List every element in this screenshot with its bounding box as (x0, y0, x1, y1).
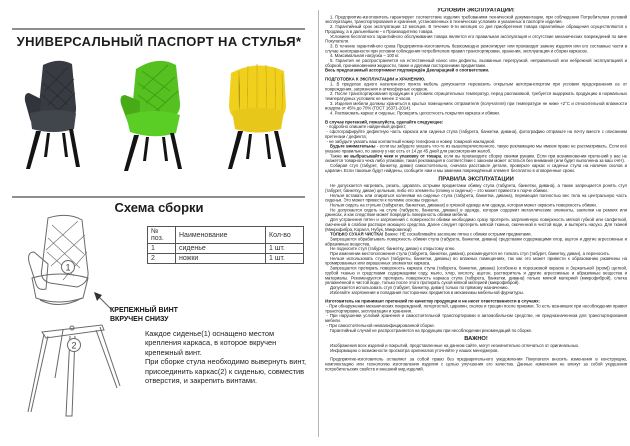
section-title-usage: УСЛОВИЯ ЭКСПЛУАТАЦИИ: (437, 8, 515, 13)
section-title-claims: В случае претензий, пожалуйста, сделайте следующее: (325, 119, 444, 125)
section-title-important: ВАЖНО! (464, 335, 488, 342)
section-title-liability: Изготовитель не принимает претензий по качеству продукции и не несет ответственности в случаях: (325, 298, 540, 304)
rule-item: Запрещается обрабатывать поверхность обивки стула (табурета, банкетки, дивана) средствами содержащими хлор, ацетон и другие агрессивные и абразивные вещества. (325, 236, 627, 247)
certification-note: Весь предлагаемый ассортимент подтверждён Декларацией о соответствии. (325, 67, 490, 73)
middle-rule (12, 196, 305, 198)
header-pos: № поз. (148, 227, 176, 244)
graphite-chair-image (16, 57, 102, 173)
usage-item: 3. В течение гарантийного срока Предприятие-изготовитель безвозмездно ремонтирует или производит замену изделия или его составные части в случае неисправности при условии соблюдения потребителем правил транспортировки, хранения, эксплуатации и сборки каркасов. (325, 43, 627, 54)
liability-item: - При нарушении условий хранения и самостоятельной транспортировки в автомобильном средстве, не предназначенном для транспортирования мебели. (325, 313, 627, 324)
yellow-chair-image (214, 57, 302, 173)
liability-footer: Гарантийный случай не распространяется на продукцию при несоблюдении рекомендаций по сборке. (330, 327, 533, 333)
important-line: Изображения всех изделий и покрытий, представленные на данном сайте, могут незначительно отличаться от оригинальных. (330, 343, 580, 348)
rule-item: Нельзя использовать стулья (табуреты, банкетки, диваны) во влажных помещениях, так как это может привести к образованию ржавчины на хромированных или окрашенных элементах каркаса. (325, 255, 627, 266)
cell-qty: 1 шт. (266, 244, 304, 254)
table-row (148, 254, 304, 264)
top-rule (12, 28, 305, 30)
usage-item: 4. Максимальная нагрузка – 100 кг. (330, 53, 400, 59)
part-label-seat: 1 (65, 262, 71, 273)
chair-photos (16, 55, 302, 173)
table-row (148, 244, 304, 254)
column-divider (318, 10, 319, 437)
important-line: Информацию о возможности просмотра оригиналов уточняйте у наших менеджеров. (330, 347, 499, 353)
rule-item: Для устранения пятен и загрязнений с поверхности обивки необходимо сразу протереть загрязнённую поверхность мягкой губкой или салфеткой, смоченной в слабом растворе моющего средства. Далее следует протереть мягкой тканью, смоченной в чистой воде, и вытереть насухо. Для тканей (Микрофибра, Коралл, Нубук, Микровелюр) (325, 217, 627, 232)
rule-item: Не подносите стул (табурет, банкетку, диван) к открытому огню. (330, 246, 456, 252)
rule-item: Избегайте загрязнения и попадания посторонних предметов в механизмы мебельной фурнитуры. (330, 289, 524, 295)
claims-item: - не забудьте указать ваш контактный номер телефона и номер товарной накладной. (326, 138, 496, 144)
claims-item: - сфотографируйте дефектную часть каркаса или сиденья стула (табурета, банкетки, дивана), фотографию отправьте на почту вместе с описанием претензии / дефекта; (325, 129, 627, 139)
section-title-rules: ПРАВИЛА ЭКСПЛУАТАЦИИ (438, 175, 514, 182)
assembly-section-title: Схема сборки (114, 200, 204, 215)
header-qty: Кол-во (266, 227, 304, 244)
rule-item: Нельзя вставать или опираться коленями на сиденье стула (табурета, банкетки, дивана), перемещая полностью вес тела на центральную часть сиденья. Это может привести к поломке основы сиденья. (325, 192, 627, 203)
claims-warning-text: - если вы забудете указать что-то из вышеперечисленного, такую рекламацию мы имеем право не рассматривать. Если всё указано правильно, по закону у нас есть от 14 до 45 дней для рассмотрения жалоб. (325, 143, 627, 154)
usage-item: 5. Гарантия не распространяется на естественный износ или дефекты, вызванные перегрузкой, неправильной или небрежной эксплуатацией и сборкой, проникновением жидкости, также и другими посторонними предметами. (325, 58, 627, 68)
rule-item: Не допускается сидеть на стуле (табурете, банкетке, диване) в одежде, которая содержит металлические элементы, заклепки на ремнях или джинсах, и как следствие может повредить поверхность обивки мебели. (325, 207, 627, 218)
claims-assemble: Собирая стул (табурет, банкетку, диван) самостоятельно, сначала расставьте детали, проверьте каркас и сиденье стула на наличие сколов и царапин. Если таковые будут найдены, сообщите нам и мы заменим повреждённый элемент бесплатно в оговоренные сроки. (325, 163, 627, 173)
dry-clean-text: Важно: НЕ соскабливайте засохшие пятна с обивки острыми предметами. (383, 231, 532, 237)
cell-name: ножки (176, 254, 266, 264)
assembly-instructions (145, 329, 307, 385)
parts-table (147, 226, 304, 264)
liability-item: - При самостоятельной неквалифицированной сборке. (326, 322, 435, 328)
rule-item: Нельзя сидеть на стульях (табуретах, банкетках, диванах) в грязной одежде или одежде, которая может окрасить поверхность обивки. (330, 202, 597, 208)
claims-warning-bold: Будьте внимательны (330, 143, 376, 149)
liability-item: - При обнаружении механических повреждений, потертостей, царапин, сколов и трещин после приемки. То есть возникших при несоблюдении правил транспортировки, эксплуатации и хранения. (325, 303, 627, 314)
usage-item: Условием бесплатного гарантийного обслуживания товара является его правильная эксплуатация и отсутствие механических повреждений по вине Покупателя. (325, 33, 627, 44)
prep-item: 4. Распаковать каркас и сиденье. Проверить целостность покрытия каркаса и обивки. (330, 110, 500, 116)
prep-item: 2. После транспортирования продукции в условиях отрицательных температур, перед распаковкой, требуется выдержать продукцию в нормальных температурных условиях не менее 2 часов. (325, 91, 627, 101)
usage-item: 1. Предприятие-изготовитель гарантирует соответствие изделия требованиям технической документации, при соблюдении Потребителем условий эксплуатации, транспортирования и хранения, установленных в технических условиях и указанных в паспорте изделия. (325, 14, 627, 25)
rule-item: При изменении местоположения стула (табурета, банкетки, дивана), рекомендуется не толкать стул (табурет, банкетку, диван), а переносить. (330, 251, 611, 257)
dry-clean-bold: ТОЛЬКО СУХАЯ ЧИСТКА! (330, 231, 384, 237)
cell-qty: 1 шт. (266, 254, 304, 264)
section-title-prep: ПОДГОТОВКА К ЭКСПЛУАТАЦИИ и ХРАНЕНИЮ. (325, 76, 426, 82)
page-title: УНИВЕРСАЛЬНЫЙ ПАСПОРТ НА СТУЛЬЯ* (16, 34, 302, 49)
screw-note-line1: КРЕПЕЖНЫЙ ВИНТ (110, 307, 178, 314)
claims-keep-bold: не выбрасывайте чеки и упаковку от товара (343, 153, 442, 159)
usage-item: 2. Гарантийный срок эксплуатации 12 месяцев. В течение 6-ти месяцев со дня приобретения товара гарантийные обращения осуществляются к Продавцу, а в дальнейшем – к Производителю товара. (325, 24, 627, 34)
claims-keep-text: , если вы производите сборку своими руками. Если при возникновении претензий у вас не окажется товарного чека либо упаковки, такая рекламация в соответствии с законом может остаться без внимания (или будет выполнена за ваш счёт). (325, 153, 627, 164)
rule-item: Допускается использовать стул (табурет, банкетку, диван) только по прямому назначению. (330, 284, 509, 290)
cell-name: сиденье (176, 244, 266, 254)
part-label-legs: 2 (71, 340, 77, 351)
instruction-paragraph: Каждое сиденье(1) оснащено местом крепления каркаса, в которое вкручен крепежный винт. (145, 329, 277, 357)
green-chair-image (112, 57, 204, 173)
header-name: Наименование (176, 227, 266, 244)
cell-pos: 1 (148, 244, 176, 254)
claims-keep-pre: Также (330, 153, 344, 159)
screw-note-line2: ВКРУЧЕН СНИЗУ (110, 316, 169, 323)
manufacturer-rights: Предприятие-изготовитель оставляет за собой право без предварительного уведомления Покупателя вносить изменения в конструкцию, комплектацию или технологию изготовления изделия с целью улучшения его качества. Данные изменения не влекут за собой ухудшения потребительских свойств и внешний вид изделий. (325, 356, 627, 372)
right-column (325, 8, 627, 440)
prep-item: 3. Изделия мебели должны храниться в крытых помещениях отправителя (получателя) при температуре не ниже +2°С и относительной влажности воздуха от 45% до 70% (ГОСТ 16371-2014). (325, 100, 627, 111)
rule-item: Не допускается нагревать, резать, царапать острыми предметами обивку стула (табурета, банкетки, дивана), а также запрещается ронять стул (табурет, банкетку, диван) цельным, либо его элементы (спинку и сиденье) – это может привести к порче обивки. (325, 183, 627, 193)
claims-item: - подробно опишите найденный дефект; (326, 124, 407, 130)
cell-pos: 2 (148, 254, 176, 264)
prep-item: 1. В пределах одного населенного пункта мебель допускается перевозить открытым автотранспортом при условии предохранения ее от повреждения, загрязнения и атмосферных осадков. (325, 81, 627, 92)
rule-item: Запрещается протирать поверхность каркаса стула (табурета, банкетки, дивана) (особенно в порошковой окраске и Зеркальной (хром)) щеткой, грубой тканью и средствами содержащими соду, мыло, хлор, кислоту, ацетон, растворитель и другие агрессивные и абразивные вещества и материалы. Рекомендуется протирать поверхность каркаса стула (табурета, банкетки, дивана) только мягкой материей (микрофиброй), слегка увлажнённой в чистой воде, только после этого протирать сухой мягкой материей (микрофиброй). (325, 265, 627, 286)
parts-table-header-row (148, 227, 304, 244)
screw-note (110, 306, 178, 324)
instruction-paragraph: При сборке стула необходимо вывернуть винт, присоединить каркас(2) к сиденью, совместив отверстия, и закрепить винтами. (145, 357, 307, 386)
